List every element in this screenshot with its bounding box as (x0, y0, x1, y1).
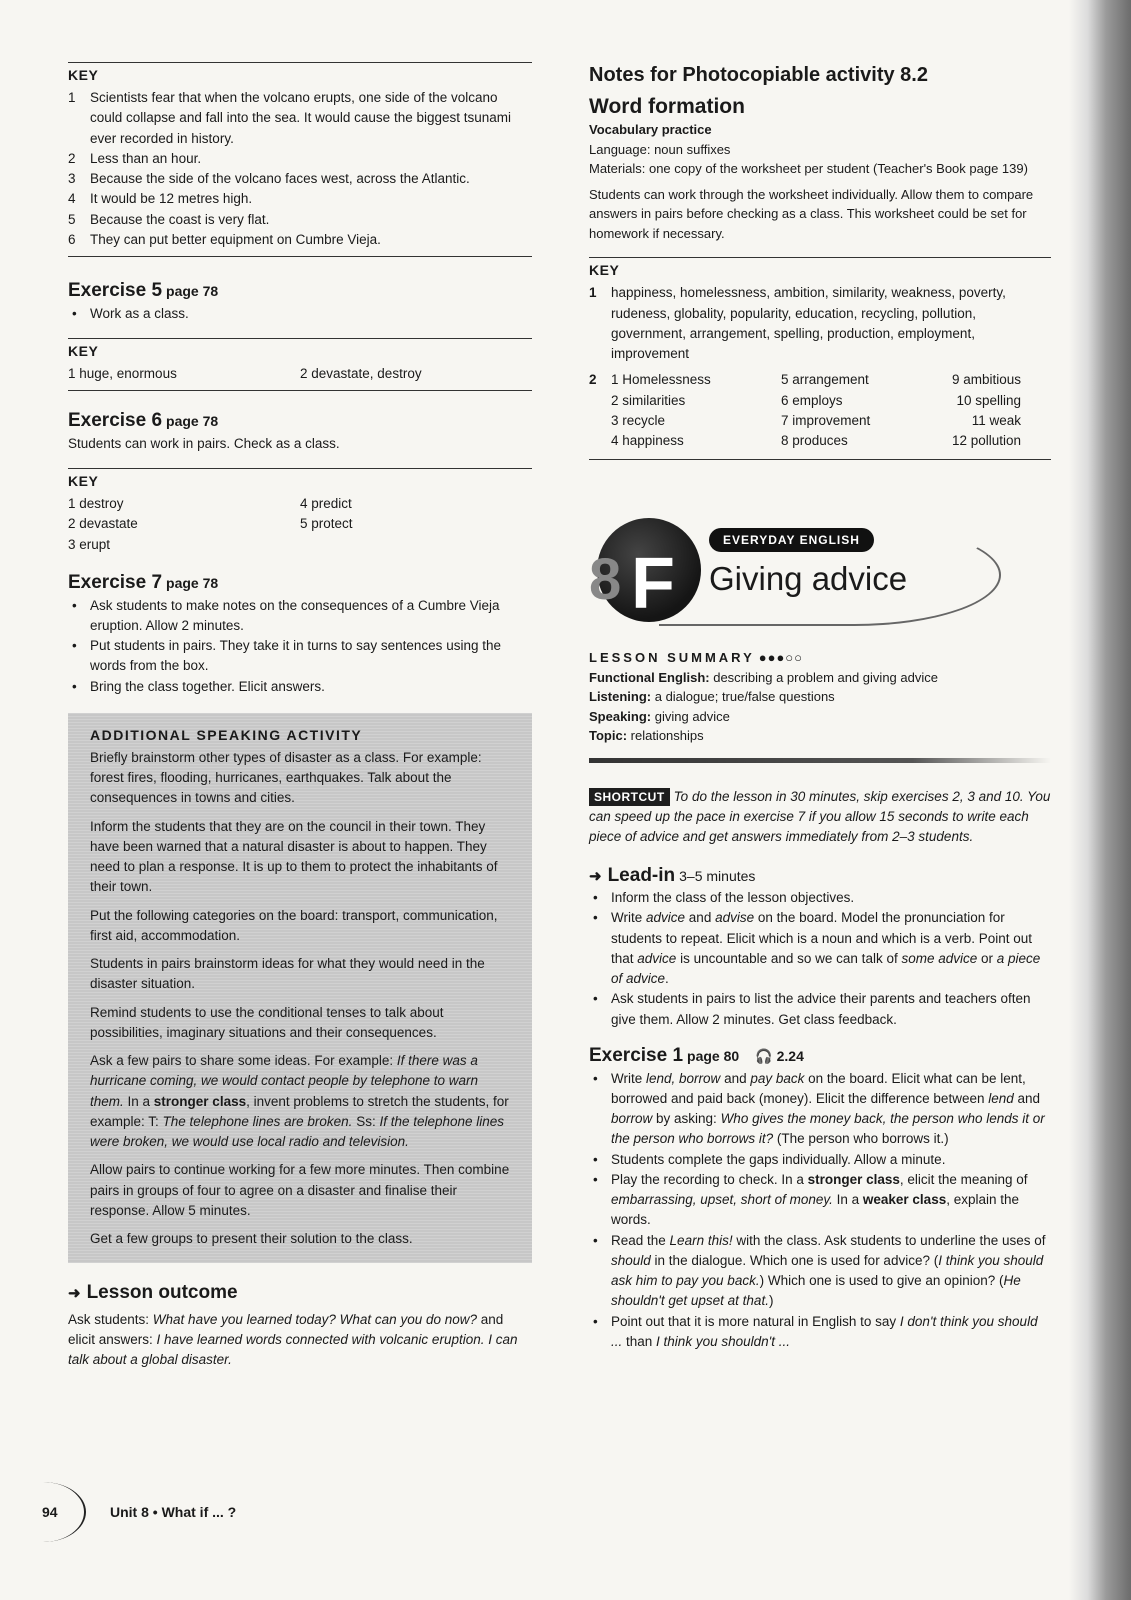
lesson-title: Giving advice (709, 560, 908, 598)
list-item: • Put students in pairs. They take it in turns to say sentences using the words from the box. (68, 636, 532, 677)
word-formation-title: Word formation (589, 95, 745, 118)
summary-line: Speaking: giving advice (589, 708, 730, 724)
list-item: • Ask students in pairs to list the advice their parents and teachers often give them. Allow 2 minutes. Get class feedback. (589, 989, 1051, 1030)
summary-line: Functional English: describing a problem and giving advice (589, 669, 938, 685)
exercise-heading: Exercise 7 page 78 (68, 571, 219, 593)
key-answer: 3 erupt (68, 536, 111, 552)
key-heading: KEY (589, 262, 620, 279)
exercise-5 (68, 279, 532, 391)
summary-bar (589, 758, 1051, 763)
divider (68, 62, 532, 63)
paragraph: Inform the students that they are on the council in their town. They have been warned that a natural disaster is about to happen. They need to plan a response. It is up to them to protect the inhabitants of their town. (90, 818, 498, 895)
lead-in-heading: ➜ Lead-in 3–5 minutes (589, 864, 756, 886)
key-answer-1: 1 happiness, homelessness, ambition, similarity, weakness, poverty, rudeness, globality, popularity, education, recycling, pollution, government, arrangement, spelling, production, employment, improvement (589, 285, 1006, 362)
bullet-list (589, 888, 1051, 1030)
divider (68, 468, 532, 469)
summary-line: Topic: relationships (589, 728, 704, 744)
list-item: 2 Less than an hour. (68, 150, 202, 166)
exercise-7 (68, 571, 532, 697)
key-list (68, 88, 532, 250)
key-answers (68, 494, 532, 555)
paragraph: Briefly brainstorm other types of disaster as a class. For example: forest fires, flooding, hurricanes, earthquakes. Talk about the consequences in towns and cities. (90, 749, 482, 806)
list-item: • Students complete the gaps individually. Allow a minute. (589, 1150, 1051, 1170)
page-footer (0, 1482, 1080, 1542)
key-answer: 2 devastate (68, 516, 138, 532)
list-item: 5 Because the coast is very flat. (68, 211, 270, 227)
additional-speaking-activity-box (68, 713, 532, 1264)
lesson-outcome-text: Ask students: What have you learned today? What can you do now? and elicit answers: I have learned words connected with volcanic eruption. I can talk about a global disaster. (68, 1311, 518, 1368)
box-heading: ADDITIONAL SPEAKING ACTIVITY (90, 726, 363, 743)
list-item: • Ask students to make notes on the consequences of a Cumbre Vieja eruption. Allow 2 minutes. (68, 596, 532, 637)
key-answer: 4 predict (300, 496, 352, 512)
divider (589, 257, 1051, 258)
left-column (68, 62, 532, 1371)
list-item: • Work as a class. (68, 304, 532, 324)
key-answer: 2 devastate, destroy (300, 365, 422, 381)
list-item: • Play the recording to check. In a stronger class, elicit the meaning of embarrassing, upset, short of money. In a weaker class, explain the words. (589, 1170, 1051, 1231)
list-item: 3 Because the side of the volcano faces west, across the Atlantic. (68, 171, 470, 186)
unit-label: Unit 8 • What if ... ? (110, 1504, 237, 1520)
list-item: 6 They can put better equipment on Cumbre Vieja. (68, 231, 381, 247)
vocab-label: Vocabulary practice (589, 122, 712, 138)
materials-line: Materials: one copy of the worksheet per student (Teacher's Book page 139) (589, 161, 1028, 177)
summary-line: Listening: a dialogue; true/false questions (589, 689, 835, 705)
list-item: • Write lend, borrow and pay back on the board. Elicit what can be lent, borrowed and paid back (money). Elicit the difference between lend and borrow by asking: Who gives the money back, the person who lends it or the person who borrows it? (The person who borrows it.) (589, 1069, 1051, 1150)
key-answers (68, 364, 532, 384)
bullet-list (68, 304, 532, 324)
divider (68, 338, 532, 339)
key-answer: 1 destroy (68, 496, 124, 512)
list-item: • Inform the class of the lesson objectives. (589, 888, 1051, 908)
page-number: 94 (42, 1504, 58, 1520)
paragraph: Put the following categories on the board: transport, communication, first aid, accommodation. (90, 907, 498, 943)
paragraph: Allow pairs to continue working for a few more minutes. Then combine pairs in groups of four to agree on a disaster and finalise their response. Allow 5 minutes. (90, 1162, 510, 1218)
list-item: • Point out that it is more natural in English to say I don't think you should ... than I think you shouldn't ... (589, 1312, 1051, 1353)
arrow-right-icon: ➜ (589, 867, 602, 885)
key-heading: KEY (68, 67, 99, 83)
paragraph: Students can work through the worksheet individually. Allow them to compare answers in pairs before checking as a class. This worksheet could be set for homework if necessary. (589, 186, 1034, 241)
list-item: • Bring the class together. Elicit answers. (68, 677, 532, 697)
right-column (589, 62, 1051, 1352)
exercise-heading: Exercise 6 page 78 (68, 410, 219, 432)
paragraph: Students in pairs brainstorm ideas for what they would need in the disaster situation. (90, 956, 485, 992)
paragraph: Remind students to use the conditional tenses to talk about possibilities, imaginary situations and their consequences. (90, 1004, 444, 1040)
key-answer: 5 protect (300, 516, 353, 532)
key-heading: KEY (68, 342, 99, 359)
key-answer-2: 2 1 Homelessness 2 similarities 3 recycle 4 happiness 5 arrangement 6 employs 7 improvement 8 produces 9 ambitious 10 spelling 11 weak 12 pollution (589, 372, 1021, 449)
key-heading: KEY (68, 473, 99, 490)
bullet-list (68, 596, 532, 697)
key-answer: 1 huge, enormous (68, 365, 177, 381)
list-item: • Write advice and advise on the board. Model the pronunciation for students to repeat. Elicit which is a noun and which is a verb. Point out that advice is uncountable and so we can talk of some advice or a piece of advice. (589, 908, 1051, 989)
exercise-heading: Exercise 5 page 78 (68, 280, 219, 301)
list-item: • Read the Learn this! with the class. Ask students to underline the uses of should in the dialogue. Which one is used for advice? (I think you should ask him to pay you back.) Which one is used to give an opinion? (He shouldn't get upset at that.) (589, 1231, 1051, 1312)
exercise-6 (68, 409, 532, 555)
list-item: 4 It would be 12 metres high. (68, 191, 253, 207)
lesson-banner (589, 518, 1051, 638)
divider (68, 390, 532, 391)
notes-title: Notes for Photocopiable activity 8.2 (589, 64, 928, 86)
book-spine-shadow (1069, 0, 1131, 1600)
list-item: 1 Scientists fear that when the volcano erupts, one side of the volcano could collapse and fall into the sea. It would cause the biggest tsunami ever recorded in history. (68, 90, 512, 146)
section-pill: EVERYDAY ENGLISH (709, 528, 874, 552)
exercise-text: Students can work in pairs. Check as a class. (68, 435, 340, 451)
arrow-right-icon: ➜ (68, 1285, 81, 1303)
difficulty-dots: ●●●○○ (758, 650, 804, 666)
divider (589, 459, 1051, 460)
shortcut-badge: SHORTCUT (589, 788, 670, 806)
divider (68, 256, 532, 257)
paragraph: Get a few groups to present their solution to the class. (90, 1231, 413, 1247)
language-line: Language: noun suffixes (589, 141, 731, 157)
shortcut-note: SHORTCUT To do the lesson in 30 minutes, skip exercises 2, 3 and 10. You can speed up the pace in exercise 7 if you allow 15 seconds to write each piece of advice and get answers immediately from 2–3 students. (589, 788, 1051, 845)
lesson-summary-heading: LESSON SUMMARY ●●●○○ (589, 650, 804, 666)
headphones-icon: 🎧 (755, 1047, 773, 1064)
unit-number: 8 (589, 547, 622, 613)
lesson-outcome-heading: ➜ Lesson outcome (68, 1279, 532, 1308)
bullet-list (589, 1069, 1051, 1353)
lesson-letter: F (631, 544, 675, 625)
paragraph: Ask a few pairs to share some ideas. For example: If there was a hurricane coming, we would contact people by telephone to warn them. In a stronger class, invent problems to stretch the students, for example: T: The telephone lines are broken. Ss: If the telephone lines were broken, we would use local radio and television. (90, 1053, 509, 1150)
exercise-heading: Exercise 1 page 80 🎧 2.24 (589, 1044, 804, 1066)
